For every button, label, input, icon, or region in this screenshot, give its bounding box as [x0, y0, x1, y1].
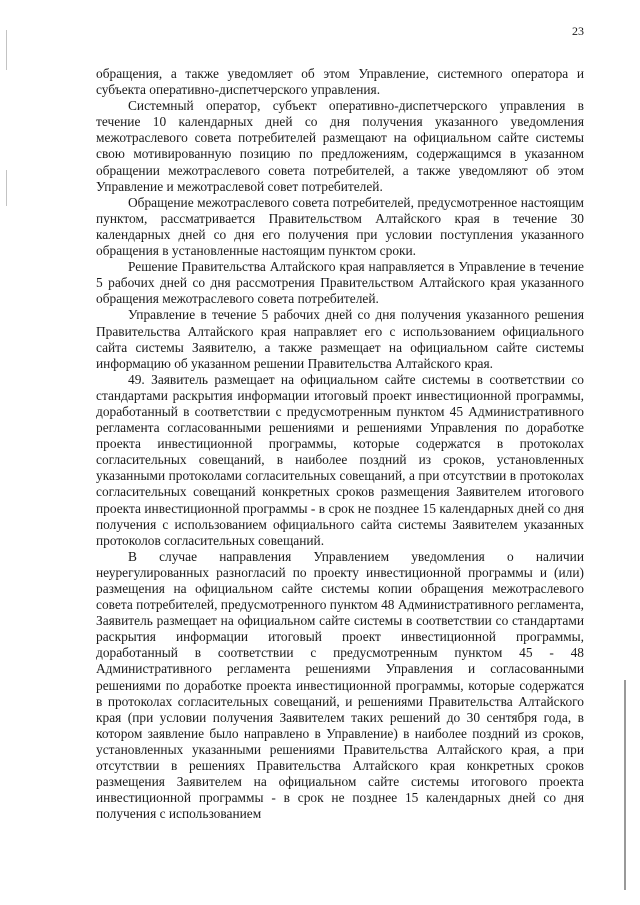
scan-artifact-left-top — [6, 30, 7, 70]
paragraph-continuation: обращения, а также уведомляет об этом Управление, системного оператора и субъекта оперативно-диспетчерского управления. — [96, 66, 584, 98]
paragraph-item-49: 49. Заявитель размещает на официальном сайте системы в соответствии со стандартами раскрытия информации итоговый проект инвестиционной программы, доработанный в соответствии с предусмотренным пунктом 45 Административного регламента согласованными решениями и решениями Управления по доработке проекта инвестиционной программы, которые содержатся в протоколах согласительных совещаний, в наиболее поздний из сроков, установленных указанными протоколами согласительных совещаний, а при отсутствии в протоколах согласительных совещаний конкретных сроков размещения Заявителем итогового проекта инвестиционной программы - в срок не позднее 15 календарных дней со дня получения с использованием официального сайта системы Заявителем указанных протоколов согласительных совещаний. — [96, 371, 584, 548]
paragraph-disagreement-case: В случае направления Управлением уведомления о наличии неурегулированных разногласий по проекту инвестиционной программы и (или) размещения на официальном сайте системы копии обращения межотраслевого совета потребителей, предусмотренного пунктом 48 Административного регламента, Заявитель размещает на официальном сайте системы в соответствии со стандартами раскрытия информации итоговый проект инвестиционной программы, доработанный в соответствии с предусмотренным пунктом 45 - 48 Административного регламента решениями Управления и согласованными решениями по доработке проекта инвестиционной программы, которые содержатся в протоколах согласительных совещаний, и решениями Правительства Алтайского края (при условии получения Заявителем таких решений до 30 сентября года, в котором заявление было направлено в Управление) в наиболее поздний из сроков, установленных указанными решениями Правительства Алтайского края, а при отсутствии в решениях Правительства Алтайского края конкретных сроков размещения Заявителем на официальном сайте системы итогового проекта инвестиционной программы - в срок не позднее 15 календарных дней со дня получения с использованием — [96, 548, 584, 822]
paragraph-system-operator: Системный оператор, субъект оперативно-диспетчерского управления в течение 10 календарных дней со дня получения указанного уведомления межотраслевого совета потребителей размещают на официальном сайте системы свою мотивированную позицию по предложениям, содержащимся в указанном обращении межотраслевого совета потребителей, а также уведомляют об этом Управление и межотраслевой совет потребителей. — [96, 98, 584, 194]
paragraph-government-decision: Решение Правительства Алтайского края направляется в Управление в течение 5 рабочих дней со дня рассмотрения Правительством Алтайского края указанного обращения межотраслевого совета потребителей. — [96, 259, 584, 307]
scan-artifact-right-edge — [624, 680, 626, 890]
document-body — [96, 66, 584, 822]
paragraph-department-notice: Управление в течение 5 рабочих дней со дня получения указанного решения Правительства Алтайского края направляет его с использованием официального сайта системы Заявителю, а также размещает на официальном сайте системы информацию об указанном решении Правительства Алтайского края. — [96, 307, 584, 371]
scan-artifact-left-middle — [6, 170, 7, 206]
paragraph-council-appeal: Обращение межотраслевого совета потребителей, предусмотренное настоящим пунктом, рассматривается Правительством Алтайского края в течение 30 календарных дней со дня его получения при условии поступления указанного обращения в установленные настоящим пунктом сроки. — [96, 194, 584, 259]
page-number: 23 — [572, 24, 584, 38]
